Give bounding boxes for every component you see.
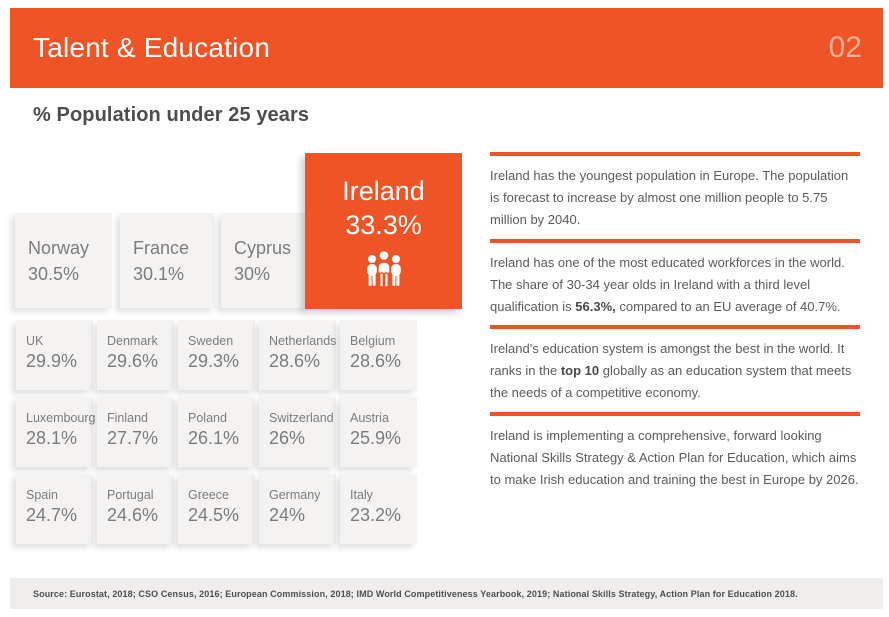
info-block-workforce	[490, 239, 860, 318]
country-value: 26%	[269, 428, 306, 448]
country-tile-poland	[178, 397, 255, 467]
country-tile-belgium	[340, 320, 417, 390]
country-value: 25.9%	[350, 428, 402, 448]
country-value: 28.1%	[26, 428, 78, 448]
country-name: Norway	[28, 237, 90, 258]
country-name: Ireland	[342, 176, 425, 206]
country-tile-austria	[340, 397, 417, 467]
country-tile-cyprus	[221, 213, 309, 308]
country-name: Spain	[26, 488, 58, 502]
country-name: Belgium	[350, 334, 396, 348]
country-tile-norway	[15, 213, 112, 308]
info-block-education-system	[490, 325, 860, 404]
country-value: 23.2%	[350, 505, 402, 525]
country-name: Switzerland	[269, 411, 334, 425]
accent-divider	[490, 412, 860, 416]
country-name: Greece	[188, 488, 229, 502]
country-name: Poland	[188, 411, 227, 425]
info-text: Ireland has one of the most educated workforces in the world. The share of 30-34 year olds in Ireland with a third level qualification is	[490, 255, 845, 314]
info-text-bold: 56.3%,	[575, 299, 616, 314]
country-value: 24.6%	[107, 505, 159, 525]
country-tile-spain	[16, 474, 93, 544]
info-text: Ireland is implementing a comprehensive, forward looking National Skills Strategy & Action Plan for Education, which aims to make Irish education and training the best in Europe by 2026.	[490, 428, 859, 487]
country-name: Portugal	[107, 488, 154, 502]
info-text: globally as an education system that meets the needs of a competitive economy.	[490, 363, 852, 400]
country-value: 30%	[234, 263, 271, 284]
country-value: 27.7%	[107, 428, 159, 448]
info-text: Ireland's education system is amongst the best in the world. It ranks in the	[490, 341, 845, 378]
country-name: Denmark	[107, 334, 158, 348]
country-tile-greece	[178, 474, 255, 544]
country-tile-france	[120, 213, 215, 308]
info-text: Ireland has the youngest population in Europe. The population is forecast to increase by almost one million people to 5.75 million by 2040.	[490, 168, 849, 227]
accent-divider	[490, 325, 860, 329]
country-tile-sweden	[178, 320, 255, 390]
country-name: Italy	[350, 488, 373, 502]
country-tile-finland	[97, 397, 174, 467]
country-name: Netherlands	[269, 334, 337, 348]
page-number: 02	[828, 31, 862, 64]
country-name: France	[133, 237, 190, 258]
country-name: Cyprus	[234, 237, 292, 258]
info-block-skills-strategy	[490, 412, 860, 491]
page-title: Talent & Education	[33, 32, 271, 63]
country-tile-switzerland	[259, 397, 336, 467]
country-name: Sweden	[188, 334, 234, 348]
country-value: 24.7%	[26, 505, 78, 525]
country-value: 33.3%	[345, 210, 422, 240]
country-grid	[16, 320, 417, 544]
country-tile-portugal	[97, 474, 174, 544]
source-footer	[10, 578, 883, 609]
country-value: 29.9%	[26, 351, 78, 371]
country-name: Luxembourg	[26, 411, 96, 425]
country-tile-italy	[340, 474, 417, 544]
source-text: Source: Eurostat, 2018; CSO Census, 2016; European Commission, 2018; IMD World Competitiveness Yearbook, 2019; National Skills Strategy, Action Plan for Education 2018.	[33, 588, 798, 599]
header-banner	[10, 8, 883, 88]
country-tile-luxembourg	[16, 397, 96, 467]
country-tile-ireland-highlight	[305, 153, 462, 309]
country-name: UK	[26, 334, 44, 348]
country-tile-denmark	[97, 320, 174, 390]
country-value: 28.6%	[350, 351, 402, 371]
country-value: 26.1%	[188, 428, 240, 448]
chart-title: % Population under 25 years	[33, 104, 310, 126]
country-value: 24.5%	[188, 505, 240, 525]
country-value: 30.5%	[28, 263, 80, 284]
country-tile-uk	[16, 320, 93, 390]
country-name: Germany	[269, 488, 321, 502]
country-name: Finland	[107, 411, 148, 425]
info-text: compared to an EU average of 40.7%.	[615, 299, 841, 314]
country-value: 28.6%	[269, 351, 321, 371]
accent-divider	[490, 239, 860, 243]
accent-divider	[490, 152, 860, 156]
info-block-population	[490, 152, 860, 231]
country-value: 30.1%	[133, 263, 185, 284]
country-value: 29.6%	[107, 351, 159, 371]
country-value: 24%	[269, 505, 306, 525]
country-name: Austria	[350, 411, 389, 425]
country-tile-germany	[259, 474, 336, 544]
info-text-bold: top 10	[560, 363, 600, 378]
country-value: 29.3%	[188, 351, 240, 371]
country-tile-netherlands	[259, 320, 336, 390]
people-group-icon	[362, 250, 406, 288]
